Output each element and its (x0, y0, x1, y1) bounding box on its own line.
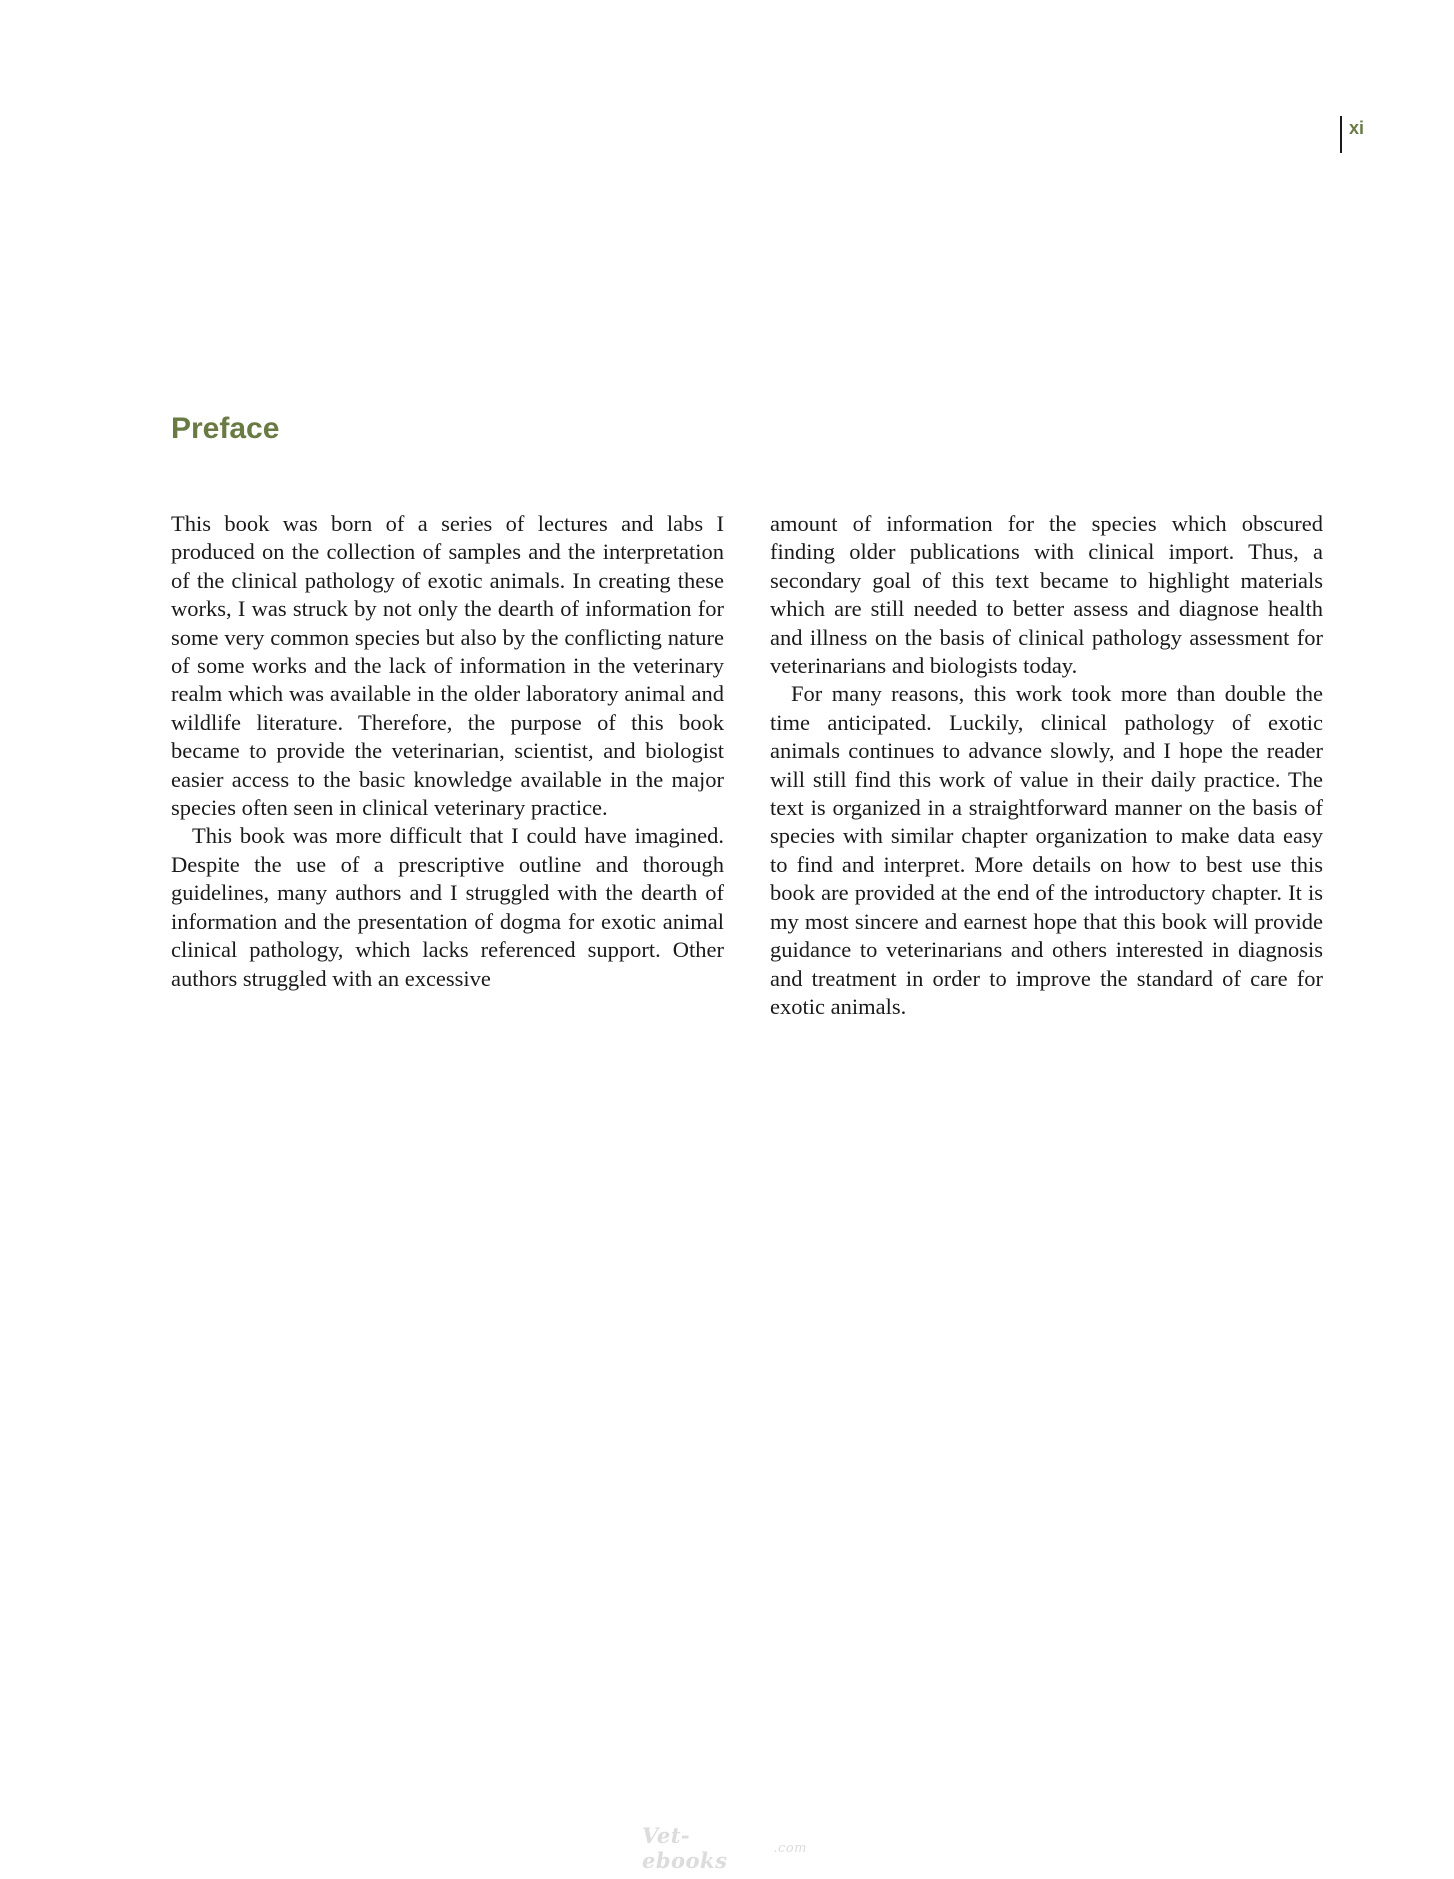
paragraph: This book was more difficult that I could have imagined. Despite the use of a prescriptive outline and thorough guidelines, many authors and I struggled with the dearth of information and the presentation of dogma for exotic animal clinical pathology, which lacks referenced support. Other authors struggled with an excessive (171, 823, 724, 991)
paragraph: amount of information for the species which obscured finding older publications with clinical import. Thus, a secondary goal of this text became to highlight materials which are still needed to better assess and diagnose health and illness on the basis of clinical pathology assessment for veterinarians and biologists today. (770, 511, 1323, 679)
paragraph: This book was born of a series of lectures and labs I produced on the collection of samples and the interpretation of the clinical pathology of exotic animals. In creating these works, I was struck by not only the dearth of information for some very common species but also by the conflicting nature of some works and the lack of information in the veterinary realm which was available in the older laboratory animal and wildlife literature. Therefore, the purpose of this book became to provide the veterinarian, scientist, and biologist easier access to the basic knowledge available in the major species often seen in clinical veterinary practice. (171, 511, 724, 821)
watermark-logo (642, 1823, 807, 1873)
watermark-main: Vet-ebooks (642, 1823, 728, 1873)
right-column (770, 510, 1323, 1021)
page-number: xi (1349, 118, 1365, 138)
section-title: Preface (171, 412, 280, 445)
paragraph: For many reasons, this work took more than double the time anticipated. Luckily, clinical pathology of exotic animals continues to advance slowly, and I hope the reader will still find this work of value in their daily practice. The text is organized in a straightforward manner on the basis of species with similar chapter organization to make data easy to find and interpret. More details on how to best use this book are provided at the end of the introductory chapter. It is my most sincere and earnest hope that this book will provide guidance to veterinarians and others interested in diagnosis and treatment in order to improve the standard of care for exotic animals. (770, 681, 1323, 1019)
body-columns (171, 510, 1323, 1021)
page-number-rule (1340, 116, 1342, 153)
watermark-suffix: .com (773, 1840, 807, 1856)
left-column (171, 510, 724, 1021)
